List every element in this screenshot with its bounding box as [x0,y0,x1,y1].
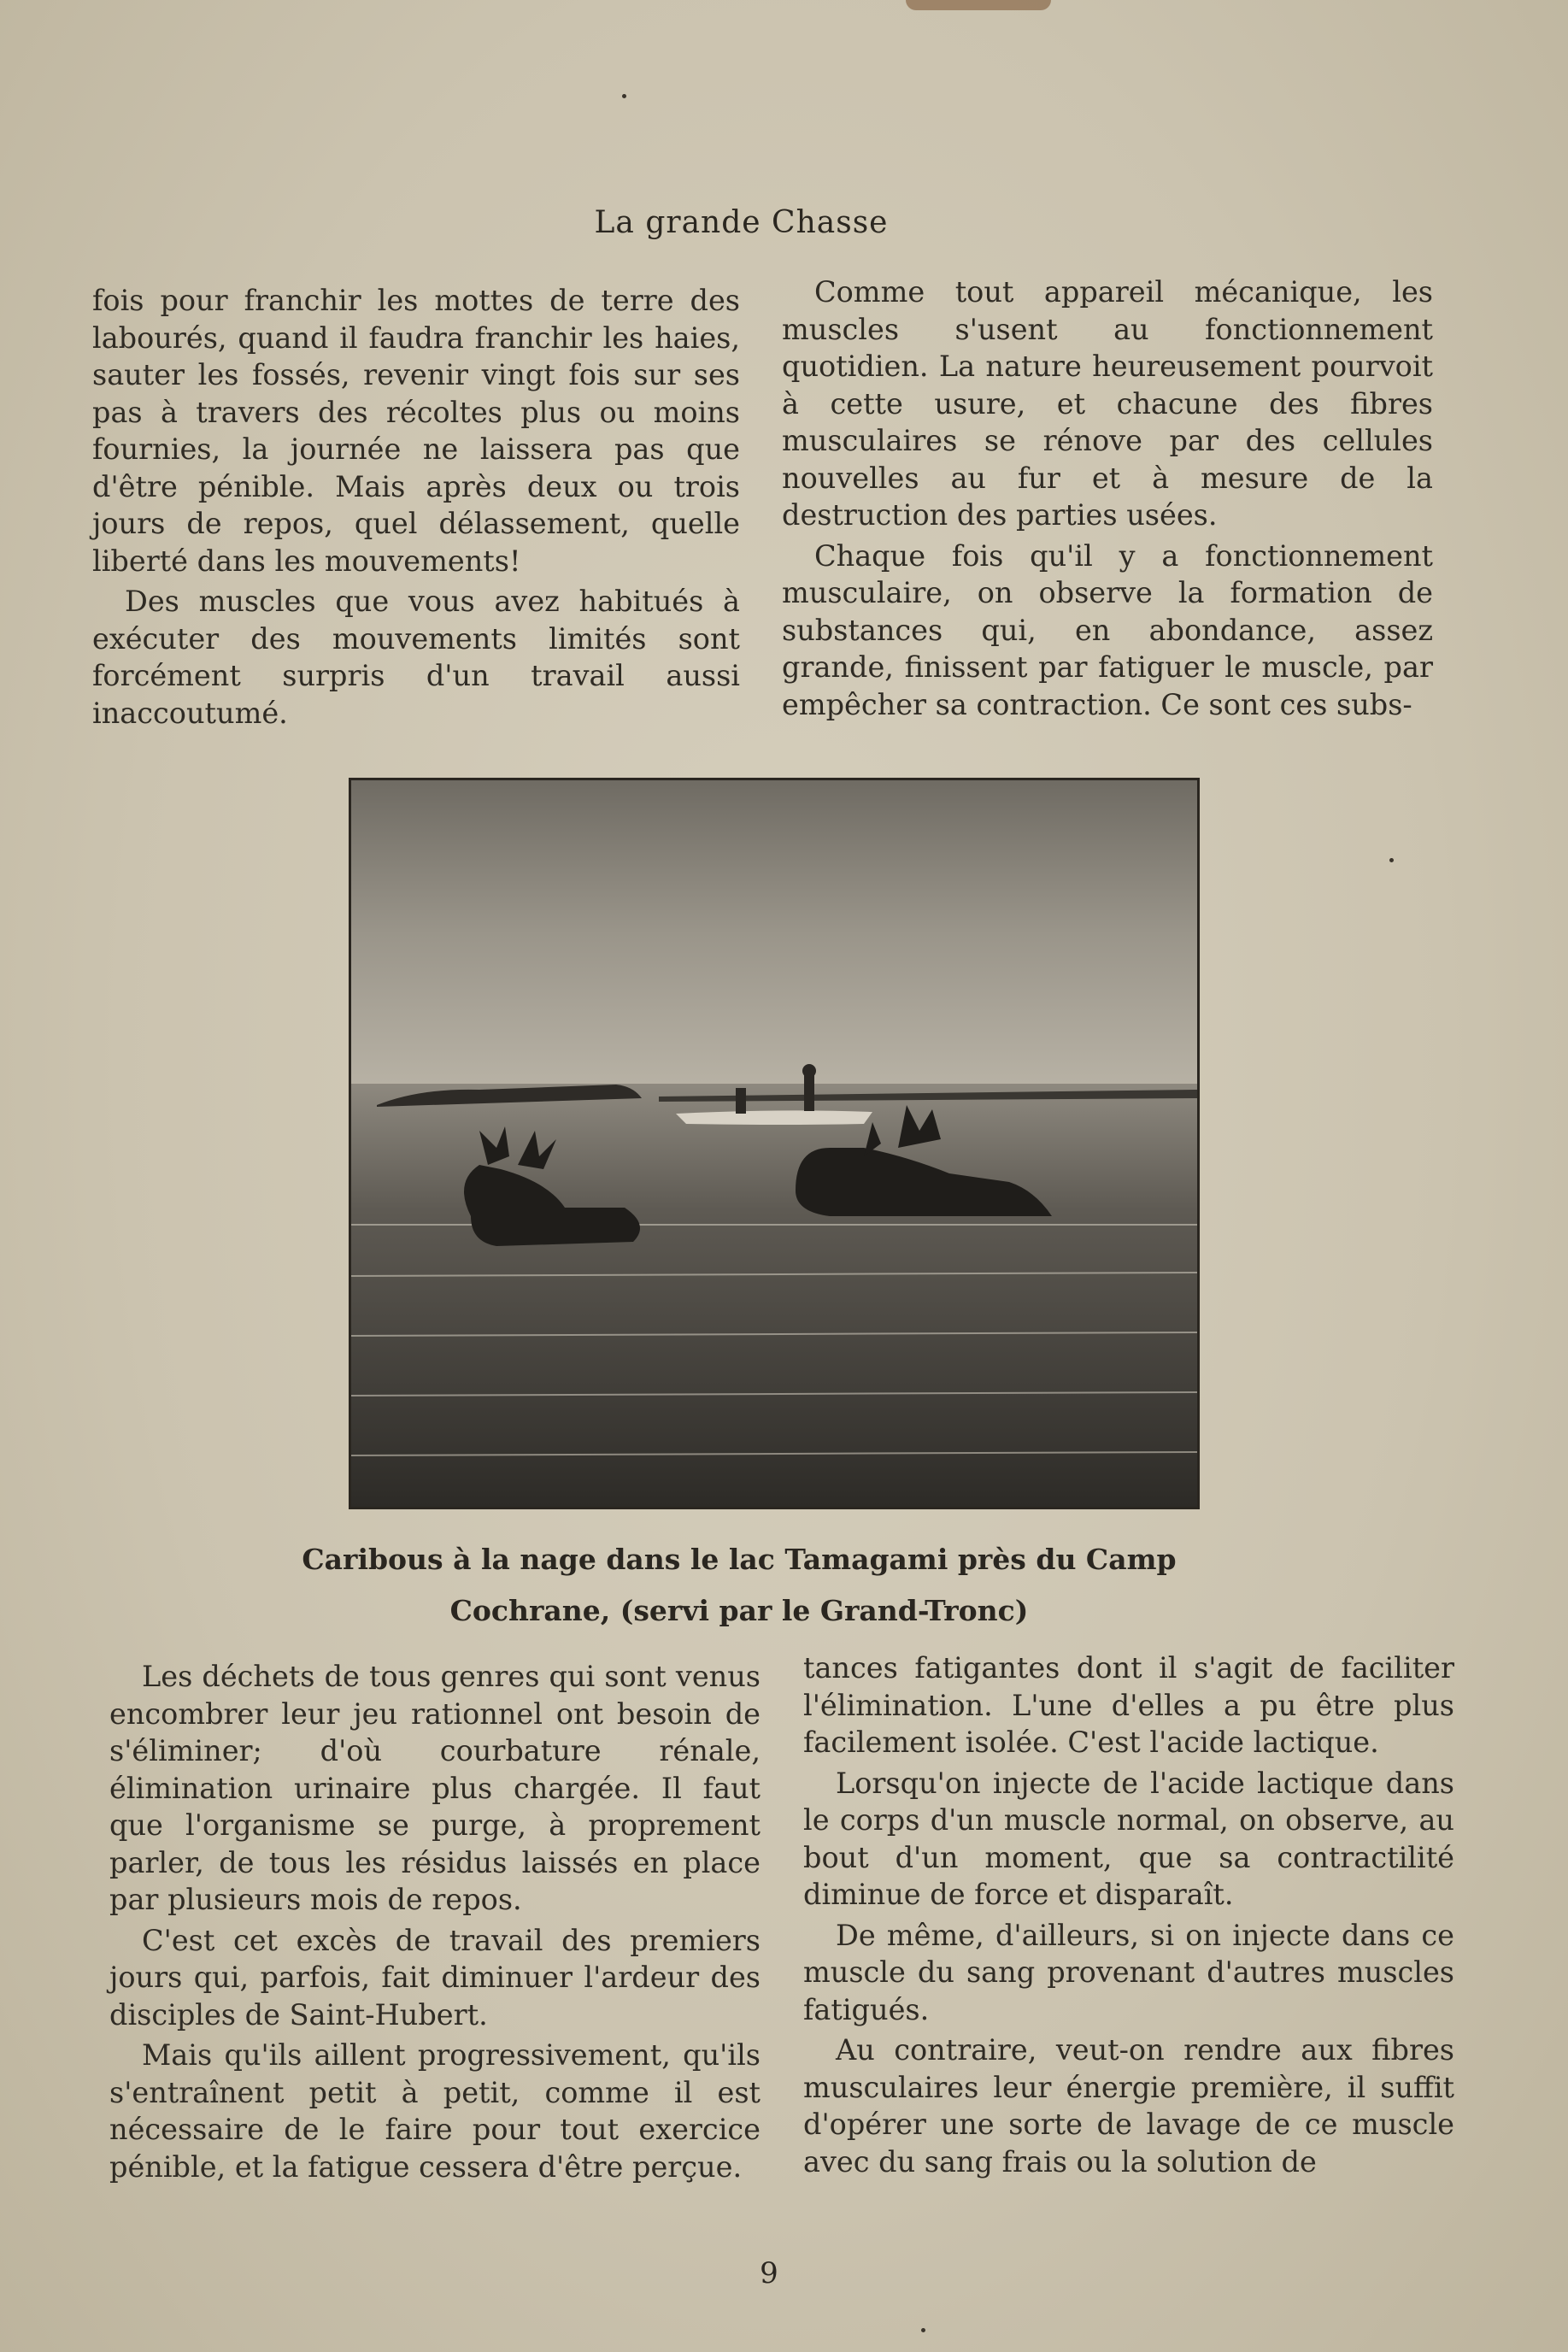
paragraph: De même, d'ailleurs, si on injecte dans ce muscle du sang provenant d'autres muscles fatigués. [803,1918,1454,2026]
paragraph: Au contraire, veut-on rendre aux fibres musculaires leur énergie première, il suffit d'opérer une sorte de lavage de ce muscle avec du sang frais ou la solution de [803,2033,1454,2179]
paragraph: Les déchets de tous genres qui sont venus encombrer leur jeu rationnel ont besoin de s'éliminer; d'où courbature rénale, élimination urinaire plus chargée. Il faut que l'organisme se purge, à proprement parler, de tous les résidus laissés en place par plusieurs mois de repos. [109,1660,761,1916]
paragraph: Chaque fois qu'il y a fonctionnement musculaire, on observe la formation de substances qui, en abondance, assez grande, finissent par fatiguer le muscle, par empêcher sa contraction. Ce sont ces subs- [782,538,1433,721]
torn-edge [906,0,1051,10]
caribou-photo [349,778,1200,1509]
paragraph: Des muscles que vous avez habitués à exécuter des mouvements limités sont forcément surpris d'un travail aussi inaccoutumé. [92,585,740,730]
running-head: La grande Chasse [594,205,889,240]
paragraph: tances fatigantes dont il s'agit de faciliter l'élimination. L'une d'elles a pu être plus facilement isolée. C'est l'acide lactique. [803,1651,1454,1759]
text-column-bottom-left [109,1658,761,2185]
photo-caption [291,1534,1188,1637]
paragraph: Mais qu'ils aillent progressivement, qu'ils s'entraînent petit à petit, comme il est nécessaire de le faire pour tout exercice pénible, et la fatigue cessera d'être perçue. [109,2038,761,2184]
paragraph: fois pour franchir les mottes de terre des labourés, quand il faudra franchir les haies, sauter les fossés, revenir vingt fois sur ses pas à travers des récoltes plus ou moins fournies, la journée ne laissera pas que d'être pénible. Mais après deux ou trois jours de repos, quel délassement, quelle liberté dans les mouvements! [92,284,740,578]
text-column-bottom-right [803,1649,1454,2180]
text-column-top-left [92,282,740,732]
speck [921,2328,925,2332]
caption-line-2: Cochrane, (servi par le Grand-Tronc) [449,1594,1029,1627]
speck [1389,858,1394,862]
paragraph: Comme tout appareil mécanique, les muscles s'usent au fonctionnement quotidien. La nature heureusement pourvoit à cette usure, et chacune des fibres musculaires se rénove par des cellules nouvelles au fur et à mesure de la destruction des parties usées. [782,275,1433,532]
paragraph: C'est cet excès de travail des premiers jours qui, parfois, fait diminuer l'ardeur des disciples de Saint-Hubert. [109,1923,761,2032]
lake-scene-image [351,780,1197,1507]
text-column-top-right [782,273,1433,723]
caption-line-1: Caribous à la nage dans le lac Tamagami près du Camp [302,1543,1177,1576]
speck [622,94,626,98]
paragraph: Lorsqu'on injecte de l'acide lactique dans le corps d'un muscle normal, on observe, au bout d'un moment, que sa contractilité diminue de force et disparaît. [803,1766,1454,1911]
page-number: 9 [760,2256,778,2290]
